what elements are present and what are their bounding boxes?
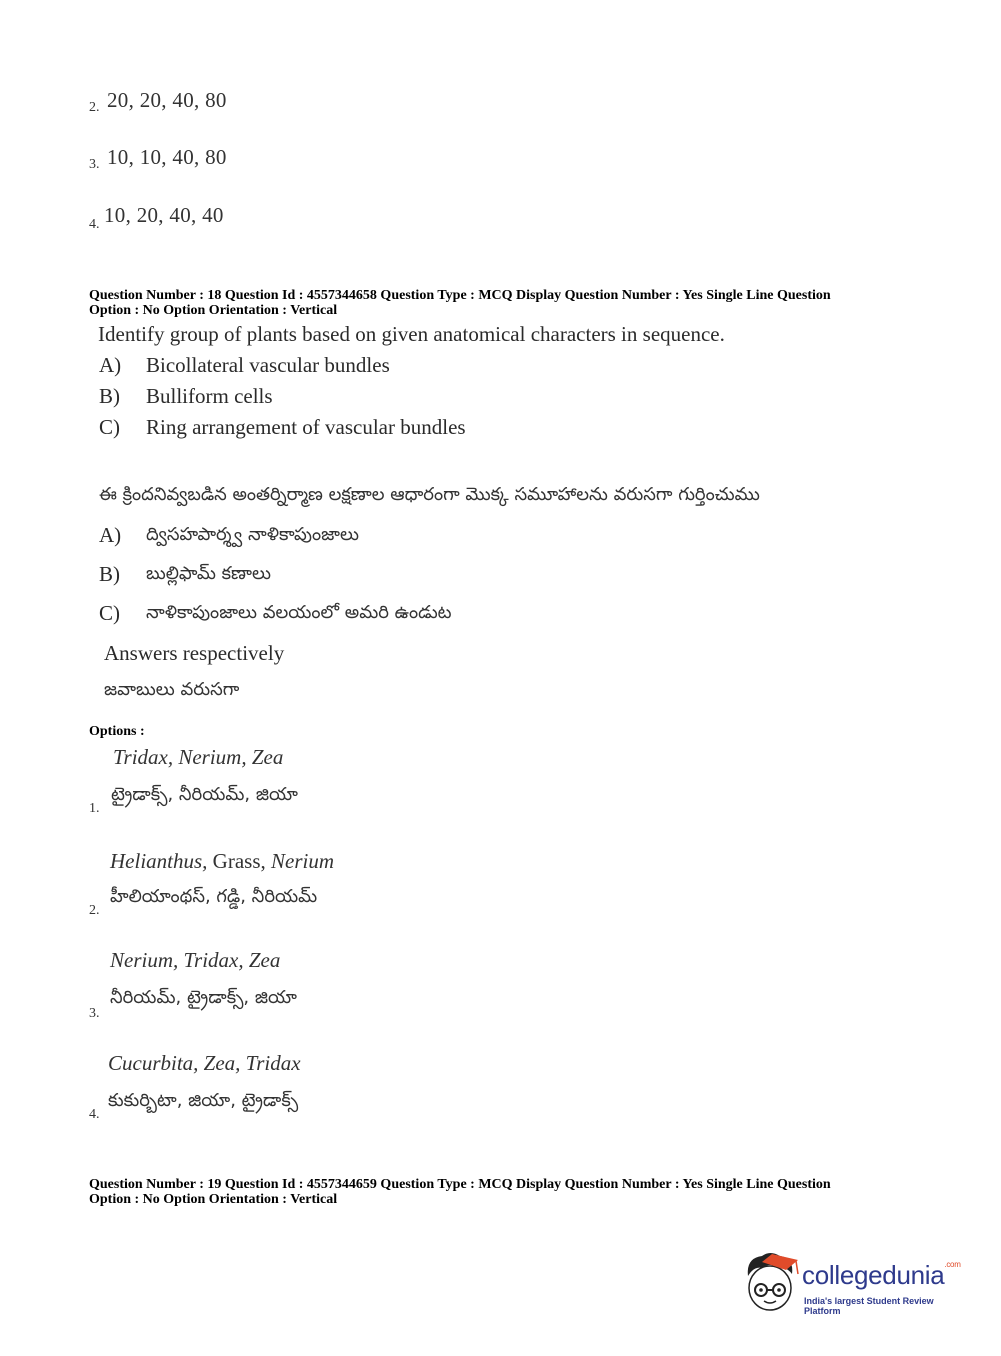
item-text-te: నాళికాపుంజాలు వలయంలో అమరి ఉండుట [146, 602, 452, 623]
option-text-te: హీలియాంథస్, గడ్డి, నీరియమ్ [110, 886, 318, 907]
option-value: 10, 10, 40, 80 [107, 145, 227, 169]
question-meta [89, 1177, 831, 1207]
option-text-en [110, 849, 334, 874]
item-label: A) [99, 523, 122, 547]
item-text: Ring arrangement of vascular bundles [146, 415, 466, 439]
option-number: 4. [89, 1107, 100, 1122]
item-label: B) [99, 562, 120, 586]
question-meta-line1: Question Number : 19 Question Id : 4557344659 Question Type : MCQ Display Question Number : Yes Single Line Question [89, 1177, 831, 1192]
option-text-en: Tridax, Nerium, Zea [113, 745, 284, 769]
option-number: 2. [89, 100, 100, 115]
item-text: Bicollateral vascular bundles [146, 353, 390, 377]
item-label: B) [99, 384, 120, 408]
item-text-te: బుల్లిఫామ్ కణాలు [146, 563, 271, 584]
option-text-te: ట్రైడాక్స్, నీరియమ్, జియా [111, 784, 298, 805]
question-meta-line1: Question Number : 18 Question Id : 4557344658 Question Type : MCQ Display Question Number : Yes Single Line Question [89, 288, 831, 303]
mascot-icon [740, 1248, 800, 1318]
item-text-te: ద్విసహపార్శ్వ నాళికాపుంజాలు [146, 524, 359, 545]
question-text-te: ఈ క్రిందనివ్వబడిన అంతర్నిర్మాణ లక్షణాల ఆధారంగా మొక్క సమూహాలను వరుసగా గుర్తించుము [99, 484, 760, 505]
option-text-te: నీరియమ్, ట్రైడాక్స్, జియా [110, 987, 297, 1008]
options-label: Options : [89, 724, 145, 739]
question-meta-line2: Option : No Option Orientation : Vertical [89, 303, 338, 318]
answers-label-te: జవాబులు వరుసగా [104, 679, 240, 700]
option-number: 1. [89, 801, 100, 816]
question-meta-line2: Option : No Option Orientation : Vertical [89, 1192, 338, 1207]
option-value: 20, 20, 40, 80 [107, 88, 227, 112]
option-number: 2. [89, 903, 100, 918]
option-value: 10, 20, 40, 40 [104, 203, 224, 227]
question-meta [89, 288, 831, 318]
option-text-en: Cucurbita, Zea, Tridax [108, 1051, 301, 1075]
logo-suffix: .com [944, 1260, 961, 1269]
collegedunia-logo[interactable] [740, 1248, 970, 1318]
option-text-plain: Grass, [207, 849, 271, 873]
question-text-en: Identify group of plants based on given anatomical characters in sequence. [98, 322, 725, 346]
option-number: 4. [89, 217, 100, 232]
option-text-en: Nerium, Tridax, Zea [110, 948, 281, 972]
item-label: C) [99, 601, 120, 625]
logo-name: collegedunia [802, 1260, 945, 1290]
logo-wordmark [802, 1260, 961, 1291]
option-text-italic: Nerium [271, 849, 334, 873]
option-number: 3. [89, 1006, 100, 1021]
option-text-te: కుకుర్బిటా, జియా, ట్రైడాక్స్ [108, 1090, 299, 1111]
item-label: A) [99, 353, 122, 377]
option-number: 3. [89, 157, 100, 172]
item-label: C) [99, 415, 120, 439]
answers-label-en: Answers respectively [104, 641, 285, 665]
item-text: Bulliform cells [146, 384, 273, 408]
option-text-italic: Helianthus, [110, 849, 208, 873]
logo-tagline: India's largest Student Review Platform [804, 1296, 934, 1316]
